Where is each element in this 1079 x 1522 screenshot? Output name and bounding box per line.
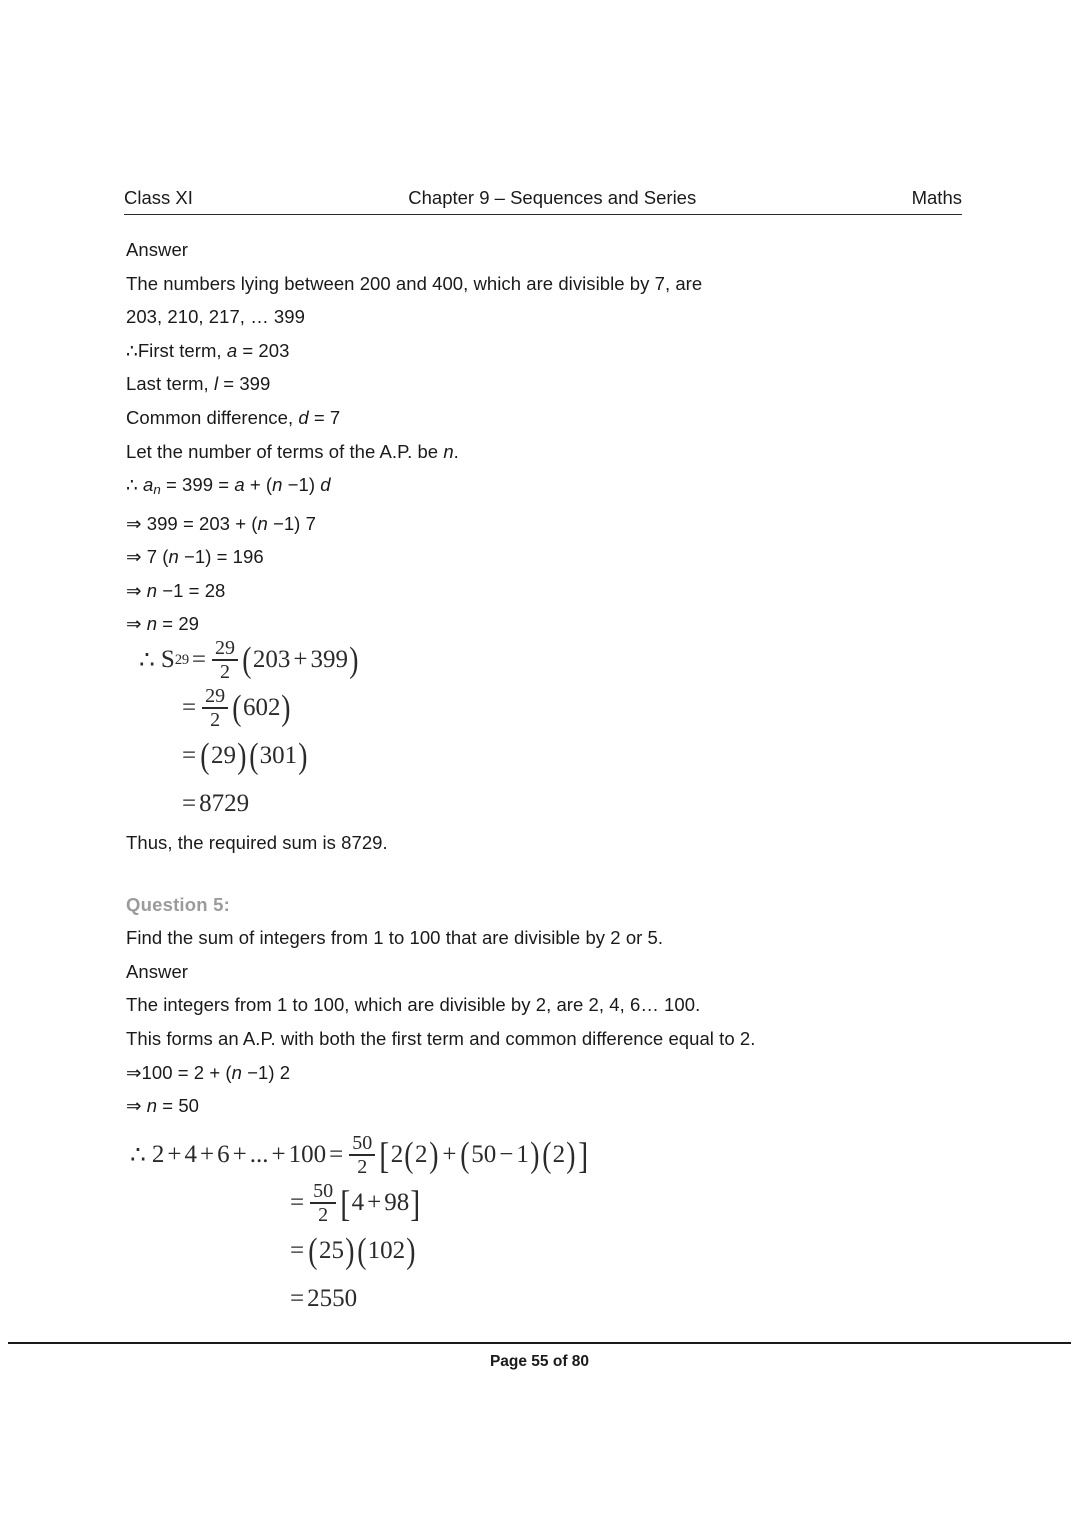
last-term-value: = 399: [218, 373, 271, 395]
plus-sign: +: [271, 1141, 286, 1168]
fraction-50-over-2: [349, 1133, 375, 1177]
q5-n-var-n: n: [146, 1095, 158, 1117]
fraction-denominator: 2: [210, 708, 221, 731]
fraction-numerator: 29: [205, 684, 226, 707]
fraction-29-over-2: [212, 638, 238, 682]
header-divider: [124, 214, 962, 215]
left-bracket-icon: [: [340, 1183, 351, 1225]
fraction-denominator: 2: [318, 1203, 329, 1226]
statement-line-1: The numbers lying between 200 and 400, which are divisible by 7, are: [126, 272, 703, 294]
nth-term-equation-line: [126, 468, 986, 507]
simplify-1-part-1: ⇒ 7 (: [126, 546, 169, 568]
math-1-line-3: [179, 732, 360, 780]
result-8729: 8729: [199, 790, 250, 817]
left-paren-icon: (: [542, 1134, 552, 1175]
equals-sign: =: [182, 694, 197, 721]
equation-part-1: = 399 =: [160, 474, 235, 496]
therefore-symbol: ∴: [126, 474, 144, 496]
left-paren-icon: (: [357, 1230, 367, 1271]
term-4: 4: [351, 1189, 365, 1216]
sequence-line: 203, 210, 217, … 399: [126, 306, 305, 328]
left-paren-icon: (: [460, 1134, 470, 1175]
plus-sign: +: [232, 1141, 247, 1168]
right-paren-icon: ): [281, 687, 291, 728]
q5-sub-var-n: n: [231, 1061, 242, 1083]
equation-var-n: n: [272, 474, 283, 496]
simplify-1-part-2: −1) = 196: [178, 546, 264, 568]
term-102: 102: [367, 1237, 406, 1264]
equation-part-2: + (: [244, 474, 273, 496]
series-term-4: 4: [184, 1141, 198, 1168]
right-paren-icon: ): [298, 735, 308, 776]
term-symbol: a: [143, 474, 154, 496]
math-block-sum-even: [130, 1131, 589, 1323]
right-paren-icon: ): [345, 1230, 355, 1271]
term-602: 602: [242, 694, 281, 721]
fraction-numerator: 29: [215, 636, 236, 659]
number-of-terms-prefix: Let the number of terms of the A.P. be: [126, 440, 444, 462]
left-bracket-icon: [: [379, 1135, 390, 1177]
ellipsis: ...: [249, 1141, 269, 1168]
plus-sign: +: [293, 646, 308, 673]
simplify-2-part-2: −1 = 28: [157, 579, 226, 601]
left-paren-icon: (: [242, 639, 252, 680]
result-2550: 2550: [307, 1285, 358, 1312]
right-bracket-icon: ]: [578, 1135, 589, 1177]
substitution-line: [126, 507, 986, 541]
simplify-line-2: [126, 574, 986, 608]
right-paren-icon: ): [566, 1134, 576, 1175]
fraction-numerator: 50: [313, 1179, 334, 1202]
first-term-prefix: ∴First term,: [126, 339, 227, 361]
equation-var-a: a: [234, 474, 245, 496]
fraction-numerator: 50: [352, 1131, 373, 1154]
number-of-terms-variable: n: [443, 440, 454, 462]
answer-label-1: Answer: [126, 239, 188, 260]
math-2-line-4: [287, 1275, 589, 1323]
fraction-denominator: 2: [357, 1155, 368, 1178]
right-paren-icon: ): [428, 1134, 439, 1175]
equation-part-3: −1): [282, 474, 321, 496]
fraction-denominator: 2: [220, 660, 231, 683]
answer-label-2: Answer: [126, 960, 188, 982]
simplify-1-var-n: n: [168, 546, 179, 568]
simplify-2-part-1: ⇒: [126, 579, 147, 601]
ap-description-line: This forms an A.P. with both the first term and common difference equal to 2.: [126, 1028, 756, 1050]
q5-n-value-line: [126, 1089, 986, 1123]
substitution-var-n: n: [257, 512, 268, 534]
first-term-line: [126, 334, 986, 368]
left-paren-icon: (: [404, 1134, 414, 1175]
left-paren-icon: (: [232, 687, 242, 728]
question-5-text: Find the sum of integers from 1 to 100 that are divisible by 2 or 5.: [126, 927, 664, 949]
last-term-variable: l: [213, 373, 219, 395]
header-class-label: Class XI: [124, 187, 193, 208]
substitution-part-1: ⇒ 399 = 203 + (: [126, 512, 258, 534]
term-29: 29: [210, 742, 236, 769]
plus-sign: +: [200, 1141, 215, 1168]
header-row: [124, 186, 962, 210]
n-value-var-n: n: [146, 613, 158, 635]
right-bracket-icon: ]: [410, 1183, 421, 1225]
therefore-icon: ∴: [139, 647, 155, 674]
series-term-100: 100: [288, 1141, 327, 1168]
math-1-line-2: [179, 684, 360, 732]
equals-sign: =: [182, 790, 197, 817]
common-difference-prefix: Common difference,: [126, 406, 299, 428]
q5-sub-part-1: ⇒100 = 2 + (: [126, 1061, 232, 1083]
value-1: 1: [516, 1141, 529, 1168]
equals-sign: =: [290, 1189, 305, 1216]
math-2-line-2: [287, 1179, 589, 1227]
n-value-part-2: = 29: [157, 613, 200, 635]
left-paren-icon: (: [200, 735, 210, 776]
math-block-sum-29: [139, 636, 360, 828]
math-2-line-3: [287, 1227, 589, 1275]
equals-sign: =: [329, 1141, 344, 1168]
right-paren-icon: ): [237, 735, 247, 776]
header-chapter-title: Chapter 9 – Sequences and Series: [408, 187, 697, 208]
therefore-icon: ∴: [130, 1142, 146, 1169]
equals-sign: =: [182, 742, 197, 769]
n-value-part-1: ⇒: [126, 613, 147, 635]
q5-n-part-1: ⇒: [126, 1095, 147, 1117]
conclusion-line-1: Thus, the required sum is 8729.: [126, 832, 388, 854]
q5-n-part-2: = 50: [157, 1095, 200, 1117]
q5-substitution-line: [126, 1056, 986, 1090]
number-of-terms-line: [126, 435, 986, 469]
footer-divider: [8, 1342, 1071, 1344]
left-paren-icon: (: [249, 735, 259, 776]
sum-symbol: S: [160, 646, 175, 673]
plus-sign: +: [167, 1141, 182, 1168]
number-of-terms-suffix: .: [453, 440, 459, 462]
q5-sub-part-2: −1) 2: [241, 1061, 291, 1083]
value-50: 50: [471, 1141, 497, 1168]
common-difference-value: = 7: [308, 406, 341, 428]
value-2b: 2: [552, 1141, 566, 1168]
term-subscript: n: [153, 482, 161, 498]
series-term-6: 6: [217, 1141, 230, 1168]
common-difference-variable: d: [298, 406, 309, 428]
right-paren-icon: ): [349, 639, 359, 680]
minus-sign: −: [499, 1141, 514, 1168]
term-98: 98: [384, 1189, 410, 1216]
first-term-value: = 203: [237, 339, 290, 361]
last-term-line: [126, 367, 986, 401]
term-203: 203: [252, 646, 291, 673]
simplify-line-1: [126, 540, 986, 574]
plus-sign: +: [367, 1189, 382, 1216]
term-399: 399: [310, 646, 348, 673]
page-number-label: Page 55 of 80: [489, 1353, 590, 1370]
page-header: [124, 186, 962, 216]
math-1-line-4: [179, 780, 360, 828]
section-gap: [126, 860, 986, 888]
fraction-29-over-2: [202, 686, 228, 730]
series-term-2: 2: [151, 1141, 165, 1168]
plus-sign: +: [442, 1141, 457, 1168]
substitution-part-2: −1) 7: [267, 512, 316, 534]
last-term-prefix: Last term,: [126, 373, 214, 395]
left-paren-icon: (: [308, 1230, 318, 1271]
equation-var-d: d: [320, 474, 331, 496]
question-5-label: Question 5:: [126, 893, 230, 915]
simplify-2-var-n: n: [146, 579, 158, 601]
integers-divisible-line: The integers from 1 to 100, which are divisible by 2, are 2, 4, 6… 100.: [126, 994, 701, 1016]
math-1-line-1: [139, 636, 360, 684]
term-301: 301: [259, 742, 298, 769]
common-difference-line: [126, 401, 986, 435]
math-2-line-1: [130, 1131, 589, 1179]
fraction-50-over-2: [310, 1181, 336, 1225]
first-term-variable: a: [226, 339, 238, 361]
value-2: 2: [415, 1141, 428, 1168]
sum-subscript: 29: [174, 651, 189, 668]
equals-sign: =: [290, 1285, 305, 1312]
header-subject-label: Maths: [911, 187, 962, 208]
term-25: 25: [318, 1237, 344, 1264]
equals-sign: =: [191, 646, 207, 673]
right-paren-icon: ): [530, 1134, 540, 1175]
right-paren-icon: ): [406, 1230, 416, 1271]
coef-2: 2: [390, 1141, 404, 1168]
equals-sign: =: [290, 1237, 305, 1264]
